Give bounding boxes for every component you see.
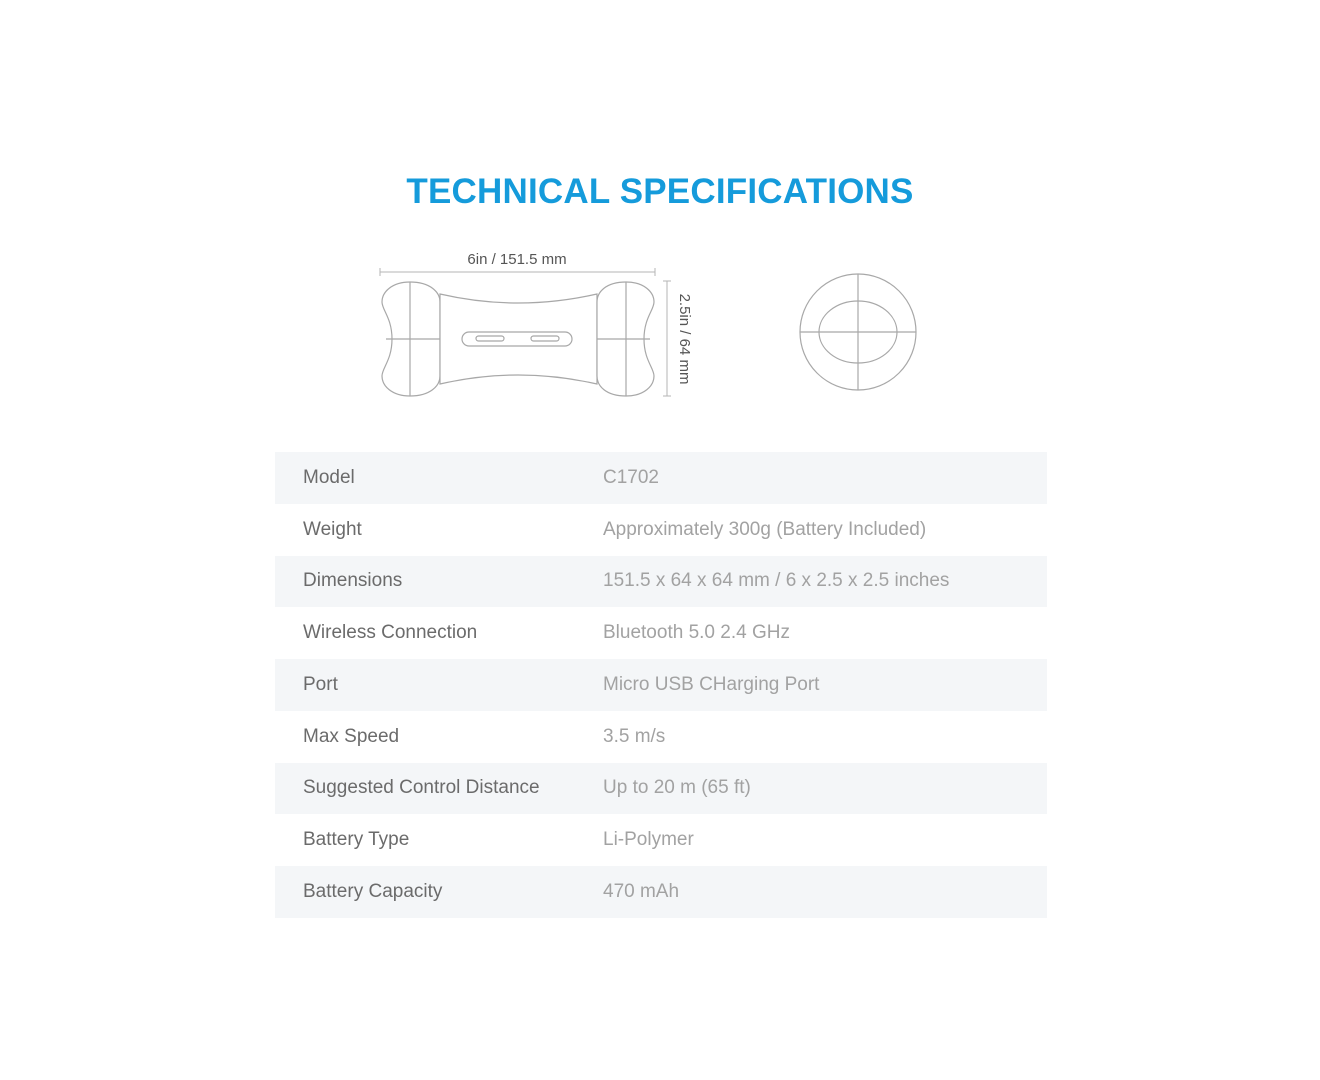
spec-label: Battery Capacity xyxy=(303,880,443,902)
spec-row-dimensions xyxy=(275,556,1047,608)
spec-value: Bluetooth 5.0 2.4 GHz xyxy=(603,622,790,644)
spec-row-battery-capacity xyxy=(275,866,1047,918)
spec-value: Micro USB CHarging Port xyxy=(603,673,820,695)
height-dimension-label: 2.5in / 64 mm xyxy=(676,293,693,385)
spec-value: Li-Polymer xyxy=(603,829,694,851)
spec-label: Max Speed xyxy=(303,725,400,747)
spec-row-weight xyxy=(275,504,1047,556)
spec-label: Weight xyxy=(303,518,362,540)
spec-label: Wireless Connection xyxy=(303,622,478,644)
specifications-table xyxy=(275,452,1047,918)
product-dimension-diagram xyxy=(370,245,950,410)
spec-label: Port xyxy=(303,673,338,695)
width-dimension-label: 6in / 151.5 mm xyxy=(467,251,567,268)
spec-row-port xyxy=(275,659,1047,711)
spec-row-model xyxy=(275,452,1047,504)
spec-row-wireless-connection xyxy=(275,607,1047,659)
spec-row-battery-type xyxy=(275,814,1047,866)
spec-label: Model xyxy=(303,466,355,488)
spec-label: Dimensions xyxy=(303,570,403,592)
spec-value: C1702 xyxy=(603,466,659,488)
product-end-view xyxy=(800,274,916,390)
spec-value: Approximately 300g (Battery Included) xyxy=(603,518,927,540)
spec-row-control-distance xyxy=(275,763,1047,815)
product-side-view xyxy=(382,282,654,396)
spec-value: 151.5 x 64 x 64 mm / 6 x 2.5 x 2.5 inches xyxy=(603,570,950,592)
height-dimension-line xyxy=(663,281,671,396)
width-dimension-line xyxy=(380,268,655,276)
spec-label: Battery Type xyxy=(303,829,410,851)
spec-label: Suggested Control Distance xyxy=(303,777,540,799)
spec-value: 3.5 m/s xyxy=(603,725,666,747)
spec-value: Up to 20 m (65 ft) xyxy=(603,777,751,799)
spec-value: 470 mAh xyxy=(603,880,680,902)
page-title: TECHNICAL SPECIFICATIONS xyxy=(406,172,914,211)
spec-row-max-speed xyxy=(275,711,1047,763)
